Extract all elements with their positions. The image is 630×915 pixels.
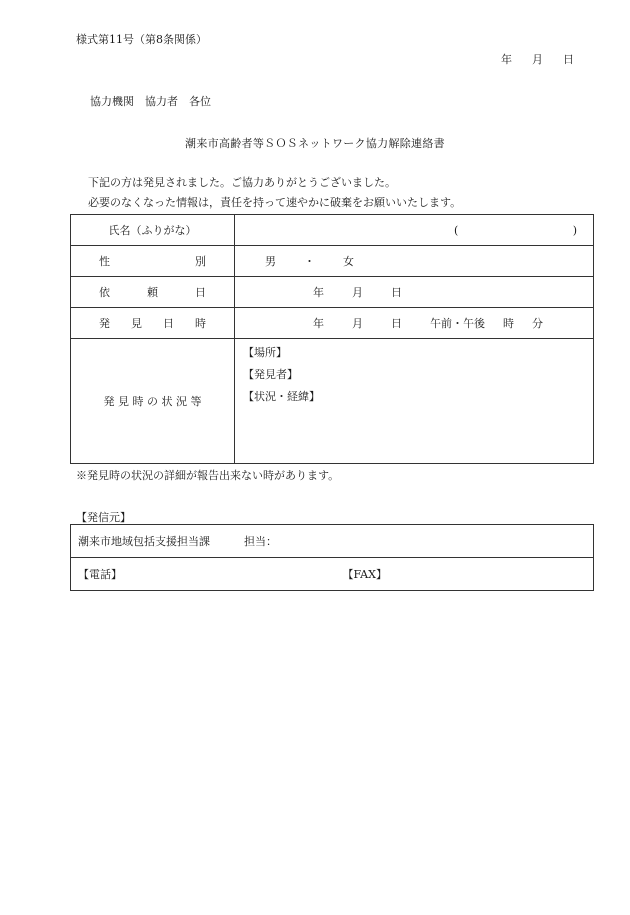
document-title: 潮来市高齢者等ＳＯＳネットワーク協力解除連絡書 <box>185 137 445 150</box>
found-label-char-1: 発 <box>99 317 110 330</box>
request-label-char-3: 日 <box>195 286 206 299</box>
status-label: 発 見 時 の 状 況 等 <box>71 339 235 464</box>
found-datetime-label <box>71 308 235 339</box>
status-field[interactable] <box>235 339 594 464</box>
sex-field[interactable] <box>235 246 594 277</box>
sender-heading: 【発信元】 <box>76 511 131 524</box>
sex-label <box>71 246 235 277</box>
sex-label-char-1: 性 <box>99 255 110 268</box>
circumstances-label: 【状況・経緯】 <box>243 390 320 403</box>
body-text-2: 必要のなくなった情報は，責任を持って速やかに破棄をお願いいたします。 <box>88 196 462 209</box>
found-datetime-field[interactable] <box>235 308 594 339</box>
found-hour: 時 <box>503 317 514 330</box>
department-name: 潮来市地域包括支援担当課 <box>78 535 210 548</box>
request-date-label <box>71 277 235 308</box>
sex-label-char-2: 別 <box>195 255 206 268</box>
request-date-field[interactable] <box>235 277 594 308</box>
contact-field[interactable] <box>71 558 594 591</box>
request-date-row <box>71 277 594 308</box>
paren-close: ) <box>572 223 577 237</box>
status-row <box>71 339 594 464</box>
name-label: 氏名（ふりがな） <box>71 215 235 246</box>
form-number: 様式第11号（第8条関係） <box>76 33 207 46</box>
separator-dot: ・ <box>304 255 315 268</box>
date-day: 日 <box>563 53 574 66</box>
contact-row <box>71 558 594 591</box>
date-year: 年 <box>501 53 512 66</box>
request-month: 月 <box>352 286 363 299</box>
request-year: 年 <box>313 286 324 299</box>
female-option[interactable]: 女 <box>343 255 354 268</box>
sex-row <box>71 246 594 277</box>
finder-label: 【発見者】 <box>243 368 298 381</box>
found-minute: 分 <box>532 317 543 330</box>
name-row <box>71 215 594 246</box>
paren-open: ( <box>454 223 459 237</box>
found-datetime-row <box>71 308 594 339</box>
place-label: 【場所】 <box>243 346 287 359</box>
found-year: 年 <box>313 317 324 330</box>
department-field[interactable] <box>71 525 594 558</box>
addressee: 協力機関 協力者 各位 <box>90 95 211 108</box>
fax-label: 【FAX】 <box>348 568 387 581</box>
phone-label: 【電話】 <box>78 568 122 581</box>
info-table <box>70 214 594 464</box>
footnote: ※発見時の状況の詳細が報告出来ない時があります。 <box>76 469 340 482</box>
name-field[interactable] <box>235 215 594 246</box>
found-day: 日 <box>391 317 402 330</box>
request-label-char-2: 頼 <box>147 286 158 299</box>
request-day: 日 <box>391 286 402 299</box>
found-label-char-4: 時 <box>195 317 206 330</box>
found-label-char-2: 見 <box>131 317 142 330</box>
date-line <box>501 54 574 65</box>
am-pm: 午前・午後 <box>430 317 485 330</box>
date-month: 月 <box>532 53 543 66</box>
in-charge-label: 担当： <box>244 535 277 548</box>
sender-table <box>70 524 594 591</box>
department-row <box>71 525 594 558</box>
found-label-char-3: 日 <box>163 317 174 330</box>
male-option[interactable]: 男 <box>265 255 276 268</box>
request-label-char-1: 依 <box>99 286 110 299</box>
found-month: 月 <box>352 317 363 330</box>
body-text-1: 下記の方は発見されました。ご協力ありがとうございました。 <box>88 176 396 189</box>
